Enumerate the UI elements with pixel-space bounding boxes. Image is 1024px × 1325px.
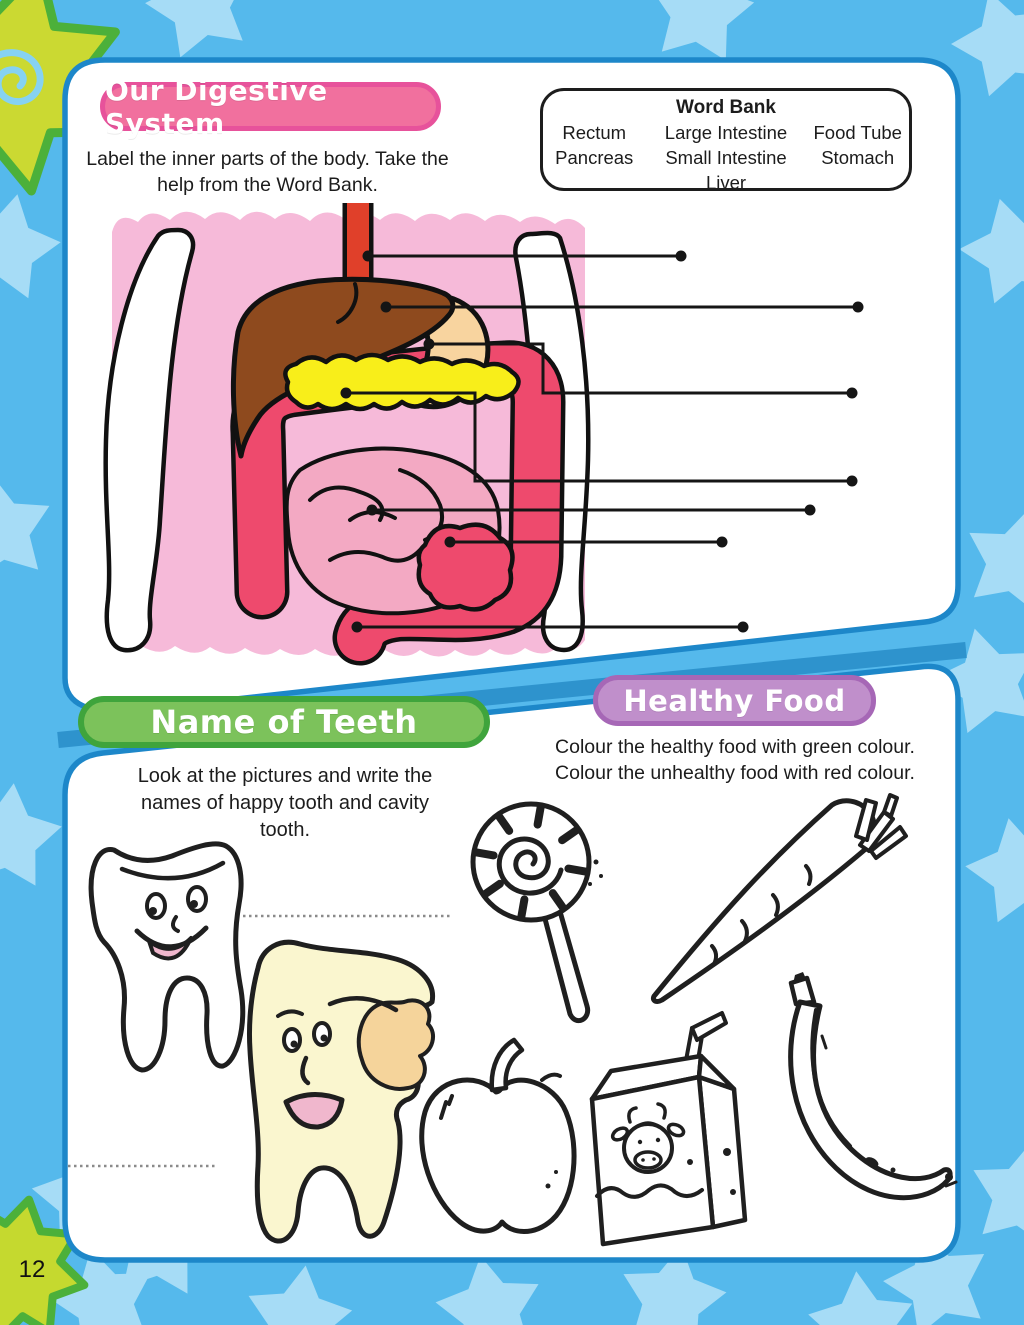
word-bank-word: Stomach bbox=[821, 147, 895, 168]
word-bank-word: Rectum bbox=[562, 122, 627, 143]
word-bank-box bbox=[540, 88, 912, 191]
digestive-instructions-line2: help from the Word Bank. bbox=[157, 174, 378, 196]
word-bank-word: Small Intestine bbox=[665, 147, 787, 168]
digestive-system-diagram bbox=[106, 203, 589, 657]
word-bank-title: Word Bank bbox=[676, 97, 776, 118]
teeth-instructions bbox=[120, 763, 450, 844]
word-bank-column-1 bbox=[543, 120, 645, 170]
digestive-instructions bbox=[80, 146, 455, 198]
healthy-food-section-title: Healthy Food bbox=[623, 683, 846, 718]
healthy-food-instructions bbox=[540, 734, 930, 786]
teeth-instructions-line3: tooth. bbox=[259, 819, 311, 841]
cavity-patch bbox=[359, 1000, 433, 1088]
digestive-section-title-badge bbox=[100, 73, 441, 140]
healthy-food-instructions-line2: Colour the unhealthy food with red colour. bbox=[555, 762, 915, 784]
word-bank-word: Food Tube bbox=[813, 122, 902, 143]
sigmoid-colon-organ bbox=[419, 525, 513, 610]
page-number: 12 bbox=[18, 1256, 46, 1283]
teeth-instructions-line2: names of happy tooth and cavity bbox=[141, 792, 429, 814]
teeth-section-title: Name of Teeth bbox=[150, 703, 418, 741]
digestive-instructions-line1: Label the inner parts of the body. Take the bbox=[86, 148, 449, 170]
teeth-instructions-line1: Look at the pictures and write the bbox=[137, 765, 433, 787]
word-bank-word: Large Intestine bbox=[664, 122, 788, 143]
healthy-food-section-title-badge bbox=[593, 675, 876, 726]
word-bank-column-2 bbox=[645, 120, 806, 170]
word-bank-word: Liver bbox=[705, 172, 747, 193]
word-bank-column-3 bbox=[807, 120, 909, 170]
healthy-food-instructions-line1: Colour the healthy food with green colour. bbox=[555, 736, 915, 758]
digestive-section-title: Our Digestive System bbox=[105, 73, 328, 140]
teeth-section-title-badge bbox=[78, 696, 490, 748]
word-bank-word: Pancreas bbox=[555, 147, 634, 168]
